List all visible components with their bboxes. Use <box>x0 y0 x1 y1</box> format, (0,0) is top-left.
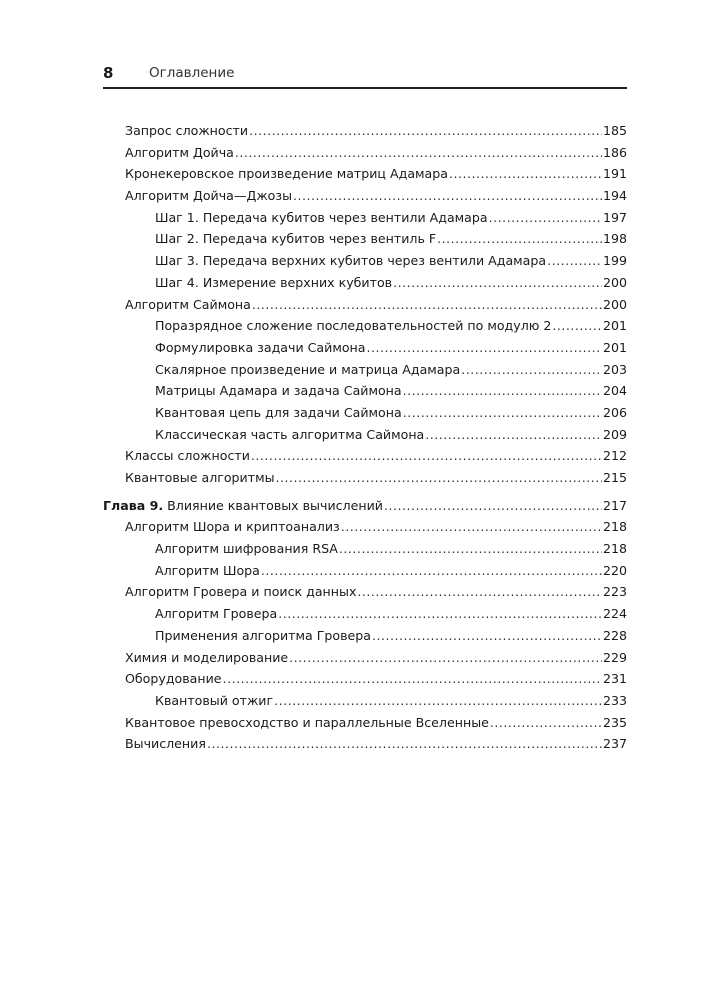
toc-entry-title: Шаг 4. Измерение верхних кубитов <box>155 274 393 290</box>
leader-dots <box>489 207 602 229</box>
toc-entry-title: Запрос сложности <box>125 123 249 138</box>
running-title: Оглавление <box>149 65 235 81</box>
toc-entry[interactable] <box>103 142 627 164</box>
toc-entry-page: 191 <box>602 166 627 182</box>
toc-entry-page: 235 <box>602 714 627 730</box>
leader-dots <box>339 538 602 560</box>
toc-entry[interactable] <box>103 581 627 603</box>
toc-entry-page: 217 <box>602 497 627 513</box>
toc-entry-title: Алгоритм Саймона <box>125 296 251 312</box>
toc-entry-page: 237 <box>602 736 627 752</box>
leader-dots <box>293 185 602 207</box>
leader-dots <box>341 516 602 538</box>
toc-entry-page: 224 <box>602 606 627 622</box>
toc-entry-page: 194 <box>602 188 627 204</box>
toc-entry-page: 197 <box>602 209 627 225</box>
toc-entry-title: Оборудование <box>125 671 222 687</box>
toc-entry-page: 223 <box>602 584 627 600</box>
header-rule <box>103 87 627 89</box>
toc-entry-page: 215 <box>602 470 627 485</box>
toc-entry-title: Шаг 1. Передача кубитов через вентили Адамара <box>155 209 488 225</box>
leader-dots <box>403 402 602 424</box>
page-header <box>103 64 627 86</box>
toc-entry[interactable] <box>103 712 627 734</box>
toc-entry-title: Классическая часть алгоритма Саймона <box>155 426 425 442</box>
toc-entry-title: Квантовая цепь для задачи Саймона <box>155 404 402 420</box>
toc-entry[interactable] <box>103 185 627 207</box>
page-number: 8 <box>103 64 114 82</box>
leader-dots <box>437 228 602 250</box>
toc-entry-title: Квантовые алгоритмы <box>125 470 275 485</box>
toc-entry[interactable] <box>103 733 627 755</box>
leader-dots <box>274 690 602 712</box>
toc-entry-title: Алгоритм Гровера <box>155 606 278 622</box>
toc-entry[interactable] <box>103 359 627 381</box>
toc-entry-page: 198 <box>602 231 627 247</box>
leader-dots <box>223 668 602 690</box>
toc-entry-page: 229 <box>602 649 627 665</box>
toc-entry[interactable] <box>103 625 627 647</box>
toc-entry-page: 200 <box>602 274 627 290</box>
chapter-title: Влияние квантовых вычислений <box>167 497 383 513</box>
leader-dots <box>552 315 602 337</box>
toc-entry[interactable] <box>103 120 627 142</box>
toc-entry-title: Алгоритм Дойча—Джозы <box>125 188 293 204</box>
toc-entry-title: Алгоритм Гровера и поиск данных <box>125 584 357 600</box>
leader-dots <box>249 120 602 142</box>
toc-entry[interactable] <box>103 250 627 272</box>
leader-dots <box>384 495 602 517</box>
toc-entry[interactable] <box>103 315 627 337</box>
toc-entry[interactable] <box>103 690 627 712</box>
toc-entry-title: Скалярное произведение и матрица Адамара <box>155 361 461 377</box>
leader-dots <box>276 467 602 489</box>
leader-dots <box>251 445 602 467</box>
toc-entry-page: 200 <box>602 296 627 312</box>
leader-dots <box>449 163 602 185</box>
leader-dots <box>403 380 602 402</box>
toc-entry-page: 201 <box>602 318 627 334</box>
toc-entry-page: 233 <box>602 692 627 708</box>
toc-entry-page: 203 <box>602 361 627 377</box>
toc-entry-page: 220 <box>602 562 627 578</box>
leader-dots <box>357 581 602 603</box>
toc-entry[interactable] <box>103 516 627 538</box>
toc-entry-page: 231 <box>602 671 627 687</box>
toc-entry-title: Кронекеровское произведение матриц Адамара <box>125 166 448 182</box>
toc-entry-title: Квантовый отжиг <box>155 692 274 708</box>
toc-entry[interactable] <box>103 560 627 582</box>
toc-entry-title: Алгоритм Шора и криптоанализ <box>125 519 340 535</box>
toc-entry-title: Поразрядное сложение последовательностей по модулю 2 <box>155 318 552 334</box>
toc-entry-title: Алгоритм шифрования RSA <box>155 541 338 557</box>
toc-entry[interactable] <box>103 424 627 446</box>
toc-entry-title: Квантовое превосходство и параллельные Вселенные <box>125 714 489 730</box>
leader-dots <box>278 603 602 625</box>
toc-entry-page: 185 <box>602 123 627 138</box>
toc-entry[interactable] <box>103 294 627 316</box>
toc-entry-title: Шаг 3. Передача верхних кубитов через вентили Адамара <box>155 253 547 269</box>
toc-entry-title: Алгоритм Шора <box>155 562 260 578</box>
toc-entry[interactable] <box>103 467 627 489</box>
toc-chapter-title <box>103 495 383 517</box>
toc-entry-page: 204 <box>602 383 627 399</box>
toc-entry-title: Вычисления <box>125 736 206 752</box>
leader-dots <box>289 647 602 669</box>
toc-entry-page: 218 <box>602 541 627 557</box>
toc-entry-page: 199 <box>602 253 627 269</box>
leader-dots <box>207 733 602 755</box>
leader-dots <box>490 712 602 734</box>
leader-dots <box>461 359 602 381</box>
toc-entry-title: Формулировка задачи Саймона <box>155 339 366 355</box>
toc-entry[interactable] <box>103 538 627 560</box>
leader-dots <box>372 625 602 647</box>
leader-dots <box>393 272 602 294</box>
toc-entry-title: Алгоритм Дойча <box>125 144 234 160</box>
table-of-contents <box>103 120 627 755</box>
leader-dots <box>261 560 602 582</box>
toc-entry-page: 228 <box>602 627 627 643</box>
toc-chapter-entry[interactable] <box>103 495 627 517</box>
toc-entry[interactable] <box>103 207 627 229</box>
toc-entry[interactable] <box>103 380 627 402</box>
toc-entry[interactable] <box>103 163 627 185</box>
toc-entry-page: 186 <box>602 144 627 160</box>
leader-dots <box>252 294 602 316</box>
toc-entry[interactable] <box>103 603 627 625</box>
toc-entry[interactable] <box>103 337 627 359</box>
toc-entry[interactable] <box>103 647 627 669</box>
leader-dots <box>425 424 602 446</box>
toc-entry[interactable] <box>103 272 627 294</box>
toc-entry[interactable] <box>103 402 627 424</box>
toc-entry[interactable] <box>103 228 627 250</box>
toc-entry-title: Классы сложности <box>125 448 250 464</box>
toc-entry-page: 212 <box>602 448 627 464</box>
toc-entry-title: Химия и моделирование <box>125 649 289 665</box>
toc-entry-title: Матрицы Адамара и задача Саймона <box>155 383 402 399</box>
toc-entry[interactable] <box>103 668 627 690</box>
leader-dots <box>547 250 602 272</box>
toc-entry-title: Шаг 2. Передача кубитов через вентиль F <box>155 231 437 247</box>
toc-entry-page: 206 <box>602 404 627 420</box>
leader-dots <box>367 337 602 359</box>
toc-entry-page: 218 <box>602 519 627 535</box>
toc-entry-page: 201 <box>602 339 627 355</box>
leader-dots <box>235 142 602 164</box>
toc-entry-page: 209 <box>602 426 627 442</box>
chapter-label: Глава 9. <box>103 497 164 513</box>
toc-entry[interactable] <box>103 445 627 467</box>
toc-entry-title: Применения алгоритма Гровера <box>155 627 371 643</box>
